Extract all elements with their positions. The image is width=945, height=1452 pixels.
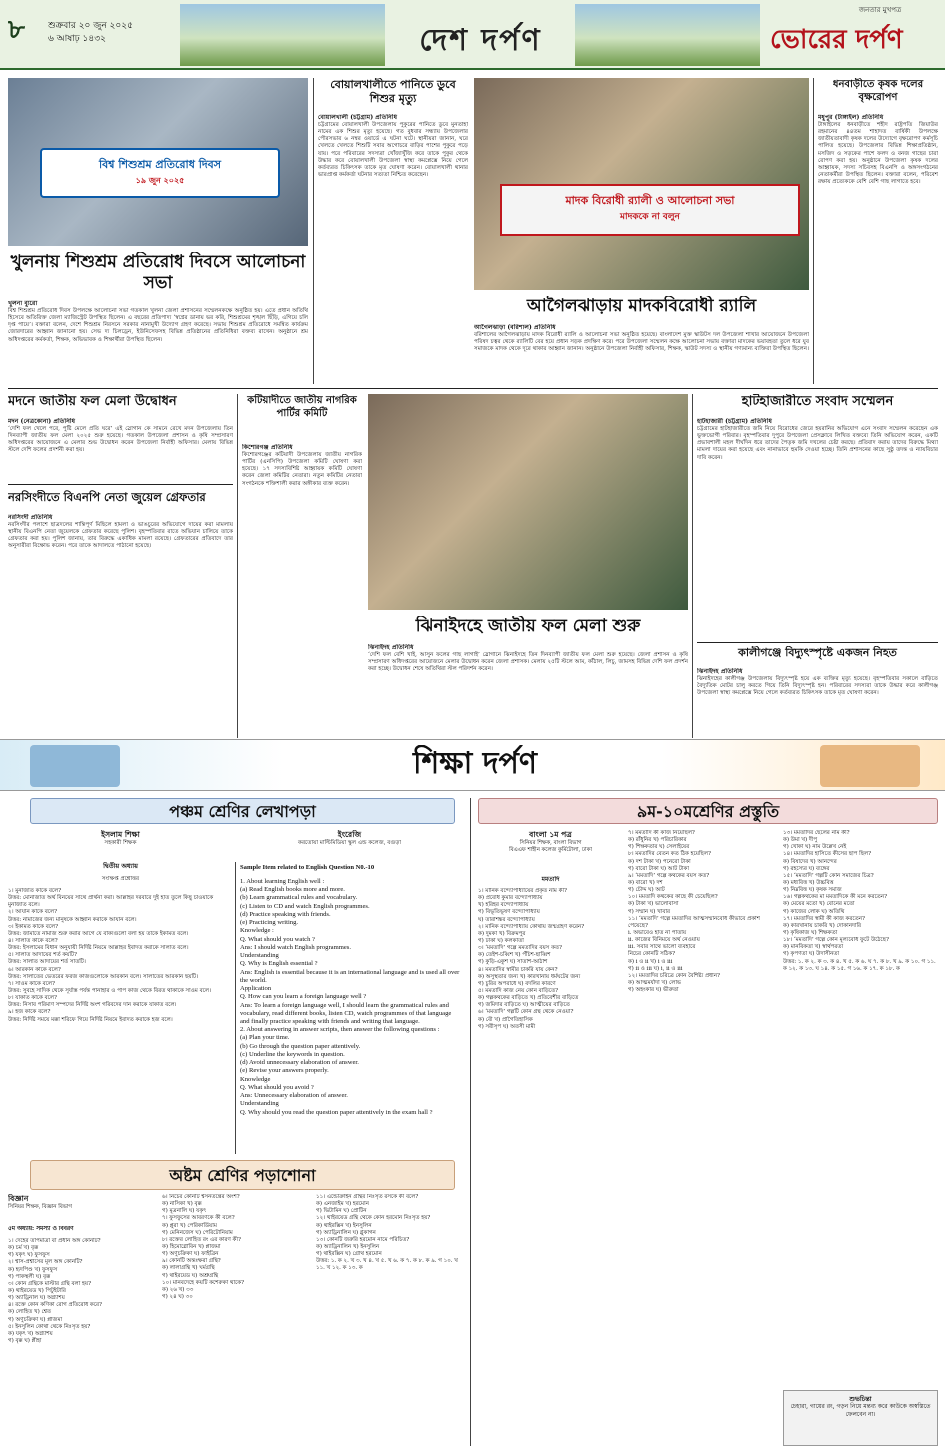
education-title: শিক্ষা দর্পণ xyxy=(412,746,538,781)
date-bangla: ৬ আষাঢ় ১৪৩২ xyxy=(48,33,106,44)
column-divider xyxy=(470,798,471,1446)
kaliganj-body: ঝিনাইদহের কালীগঞ্জ উপজেলায় বিদ্যুৎস্পৃষ্ট হয়ে এক ব্যক্তির মৃত্যু হয়েছে। বৃহস্পতিবার সকালে বাড়িতে বৈদ্যুতিক মোটর চালু করতে গিয়ে তিনি বিদ্যুৎস্পৃষ্ট হন। পরিবারের সদস্যরা তাকে উদ্ধার করে কালীগঞ্জ উপজেলা স্বাস্থ্য কমপ্লেক্সে নিয়ে গেলে কর্তব্যরত চিকিৎসক তাকে মৃত ঘোষণা করেন। xyxy=(697,675,938,697)
hathazari-byline: হাটহাজারী (চট্টগ্রাম) প্রতিনিধি xyxy=(697,418,772,425)
grade8-title: অষ্টম শ্রেণির পড়াশোনা xyxy=(30,1160,455,1190)
boalkhali-byline: বোয়ালখালী (চট্টগ্রাম) প্রতিনিধি xyxy=(318,114,398,121)
grade5-english-heading: Sample Item related to English Question N0.-10 xyxy=(240,864,375,871)
section-rule xyxy=(8,484,233,485)
grade5-subject-islam: ইসলাম শিক্ষা xyxy=(101,830,140,839)
jhenaidah-headline: ঝিনাইদহে জাতীয় ফল মেলা শুরু xyxy=(415,616,641,636)
khulna-article xyxy=(8,300,308,384)
jhenaidah-article xyxy=(368,644,688,738)
grade5-english-qa: 1. About learning English well : (a) Read English books more and more. (b) Learn grammatical rules and vocabulary. (c) Listen to CD and watch English programmes. (d) Practice speaking with friends. (e) Practicing writing. Knowledge : Q. What should you watch ? Ans: I should watch English programmes. Understanding Q. Why is English essential ? Ans: English is essential because it is an international language and is used all over the world. Application Q. How can you learn a foreign language well ? Ans: To learn a foreign language well, I should learn the grammatical rules and vocabulary, read different books, listen CD, watch programmes of that language and finally practice speaking with friends and writing that language. 2. About answering in answer scripts, then answer the following questions : (a) Plan your time. (b) Go through the question paper attentively. (c) Underline the keywords in question. (d) Avoid unnecessary elaboration of answer. (e) Revise your answers properly. Knowledge Q. What should you avoid ? Ans: Unnecessary elaboration of answer. Understanding Q. Why should you read the question paper attentively in the exam hall ? xyxy=(240,878,460,1116)
narsingdi-byline: নরসিংদী প্রতিনিধি xyxy=(8,514,53,521)
column-divider xyxy=(813,78,814,384)
kaliganj-article xyxy=(697,668,938,738)
jhenaidah-body: ‘দেশি ফল বেশি খাই, আসুন ফলের গাছ লাগাই’ স্লোগানে ঝিনাইদহে তিন দিনব্যাপী জাতীয় ফল মেলা শুরু হয়েছে। জেলা প্রশাসন ও কৃষি সম্প্রসারণ অধিদপ্তরের আয়োজনে মেলার উদ্বোধন করেন জেলা প্রশাসক। মেলায় ২৫টি স্টলে আম, কাঁঠাল, লিচু, জামসহ বিভিন্ন দেশি ফল প্রদর্শন করা হচ্ছে। উদ্বোধন শেষে অতিথিরা স্টল পরিদর্শন করেন। xyxy=(368,651,688,673)
boalkhali-article xyxy=(318,114,468,384)
khulna-banner xyxy=(40,148,280,198)
grade5-english-header xyxy=(237,830,462,860)
khulna-banner-date: ১৯ জুন ২০২৫ xyxy=(135,176,185,186)
dhanbari-headline: ধনবাড়ীতে কৃষক দলের বৃক্ষরোপণ xyxy=(832,79,924,103)
column-divider xyxy=(313,78,314,384)
agailjhara-body: বরিশালের আগৈলঝাড়ায় মাদক বিরোধী র‍্যালি ও আলোচনা সভা অনুষ্ঠিত হয়েছে। বাংলাদেশ মুক্ত স্কাউটস দল উপজেলা শাখার আয়োজনে উপজেলা পরিষদ চত্বর থেকে র‍্যালিটি বের হয়ে প্রধান সড়ক প্রদক্ষিণ করে। পরে উপজেলা সম্মেলন কক্ষে আলোচনা সভায় বক্তারা মাদকের ভয়াবহতা তুলে ধরে যুব সমাজকে মাদক থেকে দূরে থাকার আহ্বান জানান। অনুষ্ঠানে উপজেলা নির্বাহী অফিসার, শিক্ষক, স্কাউট সদস্য ও স্থানীয় গণ্যমান্য ব্যক্তিরা উপস্থিত ছিলেন। xyxy=(474,331,809,353)
grade9-institution: বিএএফ শাহীন কলেজ কুর্মিটোলা, ঢাকা xyxy=(509,846,592,853)
footer-note-box xyxy=(783,1390,938,1446)
grade5-chapter: দ্বিতীয় অধ্যায় xyxy=(103,862,138,870)
boalkhali-headline: বোয়ালখালীতে পানিতে ডুবে শিশুর মৃত্যু xyxy=(330,78,456,106)
grade8-col2: ৬। নিচের কোনটি শ্বসনতন্ত্রের অংশ? ক) নাসিকা খ) বৃক্ক গ) মূত্রনালি ঘ) যকৃৎ ৭। ফুসফুসের আবরণকে কী বলে? ক) প্লুরা খ) পেরিকার্ডিয়াম গ) মেনিনজেস ঘ) পেরিটোনিয়াম ৮। রক্তের লোহিত রং এর কারণ কী? ক) হিমোগ্লোবিন খ) প্লাজমা গ) অণুচক্রিকা ঘ) ফাইব্রিন ৯। কোনটি অন্তঃক্ষরা গ্রন্থি? ক) লালাগ্রন্থি খ) ঘর্মগ্রন্থি গ) থাইরয়েড ঘ) অশ্রুগ্রন্থি ১০। মানবদেহে কয়টি কশেরুকা থাকে? ক) ২৬ খ) ৩৩ গ) ২৪ ঘ) ৩০ xyxy=(162,1194,245,1300)
grade5-teacher-islam: সহকারী শিক্ষক xyxy=(104,839,137,846)
jhenaidah-byline: ঝিনাইদহ প্রতিনিধি xyxy=(368,644,414,651)
agailjhara-headline: আগৈলঝাড়ায় মাদকবিরোধী র‍্যালি xyxy=(526,296,757,316)
brand-tagline: জনতার মুখপত্র xyxy=(858,6,902,14)
dhanbari-article xyxy=(818,114,938,384)
grade8-col3: ১১। এন্ডোক্রাইন গ্রন্থির নিঃসৃত রসকে কী বলে? ক) এনজাইম খ) হরমোন গ) ভিটামিন ঘ) প্রোটিন ১২। থাইরয়েড গ্রন্থি থেকে কোন হরমোন নিঃসৃত হয়? ক) থাইরক্সিন খ) ইনসুলিন গ) অ্যাড্রিনালিন ঘ) গ্লুকাগন ১৩। কোনটি জরুরি হরমোন নামে পরিচিত? ক) অ্যাড্রিনালিন খ) ইনসুলিন গ) থাইরক্সিন ঘ) গ্রোথ হরমোন উত্তর: ১. ক ২. খ ৩. খ ৪. খ ৫. খ ৬. ক ৭. ক ৮. ক ৯. গ ১০. খ ১১. খ ১২. ক ১৩. ক xyxy=(316,1194,458,1272)
kotiadi-byline: কিশোরগঞ্জ প্রতিনিধি xyxy=(242,444,293,451)
khulna-headline: খুলনায় শিশুশ্রম প্রতিরোধ দিবসে আলোচনা সভা xyxy=(10,252,306,294)
grade5-islam-header xyxy=(8,830,233,860)
column-divider xyxy=(692,394,693,738)
header-date xyxy=(48,20,168,45)
grade5-subject-english: ইংরেজি xyxy=(337,830,362,839)
kotiadi-article xyxy=(242,444,362,738)
grade9-col2: ৭। মমতাদি কী কাজ নিয়েছিল? ক) রাঁধুনির খ) পরিচারিকার গ) শিক্ষকতার ঘ) সেলাইয়ের ৮। মমতাদির বেতন কত ঠিক হয়েছিল? ক) দশ টাকা খ) পনেরো টাকা গ) বারো টাকা ঘ) আট টাকা ৯। ‘মমতাদি’ গল্পে কথকের বয়স কত? ক) বারো খ) দশ গ) চৌদ্দ ঘ) আট ১০। মমতাদি কথকের কাছে কী চেয়েছিল? ক) টাকা খ) ভালোবাসা গ) সম্মান ঘ) খাবার ১১। ‘মমতাদি’ গল্পে মমতাদির আত্মসম্মানবোধ কীভাবে প্রকাশ পেয়েছে? i. অভাবেও হাত না পাতায় ii. কাজের বিনিময়ে অর্থ নেওয়ায় iii. সবার সাথে ভালো ব্যবহারে নিচের কোনটি সঠিক? ক) i ও ii খ) i ও iii গ) ii ও iii ঘ) i, ii ও iii ১২। মমতাদির চরিত্রে কোন বৈশিষ্ট্য প্রধান? ক) আত্মমর্যাদা খ) লোভ গ) অহংকার ঘ) ভীরুতা xyxy=(628,830,760,994)
grade9-col3: ১৩। মমতাদির ছেলের নাম কী? ক) উমা খ) দীপু গ) খোকা ঘ) নাম উল্লেখ নেই ১৪। মমতাদির হাসিতে কীসের ছাপ ছিল? ক) বিষাদের খ) আনন্দের গ) রহস্যের ঘ) ব্যঙ্গের ১৫। ‘মমতাদি’ গল্পটি কোন সমাজের চিত্র? ক) মধ্যবিত্ত খ) উচ্চবিত্ত গ) নিম্নবিত্ত ঘ) কৃষক সমাজ ১৬। গল্পকথকের মা মমতাদিকে কী মনে করতেন? ক) মেয়ের মতো খ) বোনের মতো গ) কাজের লোক ঘ) অতিথি ১৭। মমতাদির স্বামী কী কাজ করতেন? ক) কারখানায় চাকরি খ) দোকানদারি গ) কৃষিকাজ ঘ) শিক্ষকতা ১৮। ‘মমতাদি’ গল্পে কোন মূল্যবোধ ফুটে উঠেছে? ক) মানবিকতা খ) স্বার্থপরতা গ) কৃপণতা ঘ) উদাসীনতা উত্তর: ১. ক ২. ক ৩. ক ৪. খ ৫. ক ৬. ঘ ৭. ক ৮. খ ৯. ক ১০. গ ১১. ক ১২. ক ১৩. ঘ ১৪. ক ১৫. গ ১৬. ক ১৭. ক ১৮. ক xyxy=(783,830,936,972)
agailjhara-article xyxy=(474,324,809,384)
grade9-teacher: সিনিয়র শিক্ষক, বাংলা বিভাগ xyxy=(519,839,582,846)
madan-byline: মদন (নেত্রকোনা) প্রতিনিধি xyxy=(8,418,76,425)
brand-logo: ভোরের দর্পণ xyxy=(770,25,903,55)
header-field-image xyxy=(575,4,760,66)
kaliganj-byline: ঝিনাইদহ প্রতিনিধি xyxy=(697,668,743,675)
kaliganj-headline: কালীগঞ্জে বিদ্যুৎস্পৃষ্টে একজন নিহত xyxy=(738,646,897,659)
grade9-col1: ১। মানিক বন্দ্যোপাধ্যায়ের প্রকৃত নাম কী? ক) প্রবোধ কুমার বন্দ্যোপাধ্যায় খ) হরিহর বন্দ্যোপাধ্যায় গ) বিভূতিভূষণ বন্দ্যোপাধ্যায় ঘ) তারাশঙ্কর বন্দ্যোপাধ্যায় ২। মানিক বন্দ্যোপাধ্যায় কোথায় জন্মগ্রহণ করেন? ক) দুমকা খ) বিক্রমপুর গ) ঢাকা ঘ) কলকাতা ৩। ‘মমতাদি’ গল্পে মমতাদির বয়স কত? ক) তেইশ-চব্বিশ খ) পঁচিশ-ছাব্বিশ গ) কুড়ি-একুশ ঘ) সাতাশ-আঠাশ ৪। মমতাদির স্বামীর চাকরি যায় কেন? ক) অসুস্থতার জন্য খ) কারখানায় ধর্মঘটের জন্য গ) চুরির অপরাধে ঘ) বদলির কারণে ৫। মমতাদি কাজ নেয় কোন বাড়িতে? ক) গল্পকথকের বাড়িতে খ) প্রতিবেশীর বাড়িতে গ) জমিদার বাড়িতে ঘ) আত্মীয়ের বাড়িতে ৬। ‘মমতাদি’ গল্পটি কোন গ্রন্থ থেকে নেওয়া? ক) বৌ খ) প্রাগৈতিহাসিক গ) সরীসৃপ ঘ) অতসী মামী xyxy=(478,888,585,1030)
grade5-chapter-sub: সংক্ষিপ্ত প্রশ্নোত্তর xyxy=(101,876,140,882)
footer-note-title: শুভচিন্তা xyxy=(849,1395,872,1403)
narsingdi-article xyxy=(8,514,233,738)
grade5-islam-qa: ১। মুনাজাত কাকে বলে? উত্তর: মোনাজাত অর্থ বিনয়ের সাথে প্রার্থনা করা। আল্লাহর দরবারে দুই হাত তুলে কিছু চাওয়াকে মুনাজাত বলে। ২। আযান কাকে বলে? উত্তর: নামাজের জন্য মানুষকে আহ্বান করাকে আযান বলে। ৩। ইকামত কাকে বলে? উত্তর: জামাতে নামাজ শুরু করার আগে যে বাক্যগুলো বলা হয় তাকে ইকামত বলে। ৪। সালাত কাকে বলে? উত্তর: ইসলামের বিধান অনুযায়ী নির্দিষ্ট নিয়মে আল্লাহর ইবাদত করাকে সালাত বলে। ৫। সালাত আদায়ের শর্ত কয়টি? উত্তর: সালাত আদায়ের শর্ত সাতটি। ৬। আরকান কাকে বলে? উত্তর: সালাতের ভেতরের ফরজ কাজগুলোকে আরকান বলে। সালাতের আরকান ছয়টি। ৭। সাওম কাকে বলে? উত্তর: সুবহে সাদিক থেকে সূর্যাস্ত পর্যন্ত পানাহার ও পাপ কাজ থেকে বিরত থাকাকে সাওম বলে। ৮। যাকাত কাকে বলে? উত্তর: নিসাব পরিমাণ সম্পদের নির্দিষ্ট অংশ গরিবদের দান করাকে যাকাত বলে। ৯। হজ কাকে বলে? উত্তর: নির্দিষ্ট সময়ে মক্কা শরিফে গিয়ে নির্দিষ্ট নিয়মে ইবাদত করাকে হজ বলে। xyxy=(8,888,214,1023)
narsingdi-body: নরসিংদীর পলাশে ছাত্রদলের শান্তিপূর্ণ মিছিলে হামলা ও ভাঙচুরের অভিযোগে দায়ের করা মামলায় স্থানীয় বিএনপি নেতা জুয়েলকে গ্রেফতার করেছে পুলিশ। বৃহস্পতিবার রাতে অভিযান চালিয়ে তাকে গ্রেফতার করা হয়। পুলিশ জানায়, তার বিরুদ্ধে একাধিক মামলা রয়েছে। গ্রেফতারের প্রতিবাদে তার অনুসারীরা বিক্ষোভ করেন। পরে তাকে আদালতে পাঠানো হয়েছে। xyxy=(8,521,233,550)
grade9-subject: বাংলা ১ম পত্র xyxy=(529,830,572,839)
grade5-teacher-english: করতোয়া মাল্টিমিডিয়া স্কুল এন্ড কলেজ, বগুড়া xyxy=(298,839,401,846)
grade9-topic: মমতাদি xyxy=(541,876,560,883)
jhenaidah-photo xyxy=(368,394,688,610)
column-divider xyxy=(237,394,238,738)
grade8-subject: বিজ্ঞান xyxy=(8,1194,29,1203)
kotiadi-body: কিশোরগঞ্জের কটিয়াদী উপজেলায় জাতীয় নাগরিক পার্টির (এনসিপি) উপজেলা কমিটি ঘোষণা করা হয়েছে। ১৭ সদস্যবিশিষ্ট আহ্বায়ক কমিটি ঘোষণা করেন জেলা কমিটির নেতারা। নতুন কমিটির নেতারা সংগঠনকে শক্তিশালী করার অঙ্গীকার ব্যক্ত করেন। xyxy=(242,451,362,487)
section-rule xyxy=(697,642,938,643)
section-title: দেশ দর্পণ xyxy=(419,23,542,58)
agailjhara-byline: আগৈলঝাড়া (বরিশাল) প্রতিনিধি xyxy=(474,324,556,331)
agailjhara-banner-sub: মাদককে না বলুন xyxy=(620,212,680,223)
agailjhara-banner-text: মাদক বিরোধী র‍্যালী ও আলোচনা সভা xyxy=(565,194,735,207)
grade8-teacher: সিনিয়র শিক্ষক, বিজ্ঞান বিভাগ xyxy=(8,1203,72,1210)
madan-body: ‘দেশি ফল খেলে পরে, পুষ্টি মেলে প্রতি ঘরে’ এই স্লোগান কে সামনে রেখে মদন উপজেলায় তিন দিনব্যাপী জাতীয় ফল মেলা ২০২৫ শুরু হয়েছে। গতকাল উপজেলা প্রশাসন ও কৃষি সম্প্রসারণ অধিদপ্তরের আয়োজনে এ মেলার শুভ উদ্বোধন করেন উপজেলা নির্বাহী অফিসার। মেলায় বিভিন্ন স্টলে দেশি ফলের প্রদর্শনী করা হয়। xyxy=(8,425,233,454)
grade9-header xyxy=(478,830,623,874)
column-divider xyxy=(235,862,236,1154)
grade8-header xyxy=(8,1194,118,1224)
grade8-col1: ১। দেহের তাপমাত্রা বা প্রধান অঙ্গ কোনটি? ক) চর্ম খ) বৃক্ক গ) যকৃৎ ঘ) ফুসফুস ২। শ্বাস-প্রশ্বাসের মূল অঙ্গ কোনটি? ক) হৃদপিণ্ড খ) ফুসফুস গ) পাকস্থলী ঘ) বৃক্ক ৩। কোন গ্রন্থিকে মাস্টার গ্রন্থি বলা হয়? ক) থাইরয়েড খ) পিটুইটারি গ) অ্যাড্রিনাল ঘ) অগ্ন্যাশয় ৪। রক্তে কোন কণিকা রোগ প্রতিরোধ করে? ক) লোহিত খ) শ্বেত গ) অণুচক্রিকা ঘ) প্লাজমা ৫। ইনসুলিন কোথা থেকে নিঃসৃত হয়? ক) যকৃৎ খ) অগ্ন্যাশয় গ) বৃক্ক ঘ) প্লীহা xyxy=(8,1238,102,1344)
khulna-banner-text: বিশ্ব শিশুশ্রম প্রতিরোধ দিবস xyxy=(98,158,222,171)
boalkhali-body: চট্টগ্রামের বোয়ালখালী উপজেলায় পুকুরের পানিতে ডুবে মুনতাহা নামের এক শিশুর মৃত্যু হয়েছে। গত বুধবার সন্ধ্যায় উপজেলার পৌরসভার ৬ নম্বর ওয়ার্ডে এ ঘটনা ঘটে। স্থানীয়রা জানান, ঘরে খেলতে খেলতে শিশুটি সবার অগোচরে বাড়ির পাশের পুকুরে পড়ে যায়। পরে পরিবারের সদস্যরা খোঁজাখুঁজি করে তাকে পুকুর থেকে উদ্ধার করে বোয়ালখালী উপজেলা স্বাস্থ্য কমপ্লেক্সে নিয়ে গেলে কর্তব্যরত চিকিৎসক তাকে মৃত ঘোষণা করেন। বোয়ালখালী থানার ভারপ্রাপ্ত কর্মকর্তা ঘটনার সত্যতা নিশ্চিত করেছেন। xyxy=(318,121,468,179)
grade8-chapter: ৫ম অধ্যায়: সমস্যা ও বিবরণ xyxy=(8,1226,74,1232)
grade9-title: ৯ম-১০মশ্রেণির প্রস্তুতি xyxy=(478,798,938,824)
date-gregorian: শুক্রবার ২০ জুন ২০২৫ xyxy=(48,21,133,31)
students-image xyxy=(30,745,120,787)
hathazari-body: চট্টগ্রামের হাটহাজারীতে জমি নিয়ে বিরোধের জেরে হয়রানির অভিযোগ এনে সংবাদ সম্মেলন করেছেন এক ভুক্তভোগী পরিবার। বৃহস্পতিবার দুপুরে উপজেলা প্রেসক্লাবে লিখিত বক্তব্যে তিনি অভিযোগ করেন, একটি প্রভাবশালী মহল দীর্ঘদিন ধরে তাদের পৈতৃক জমি দখলের চেষ্টা করছে। প্রতিবাদ করায় তাদের বিরুদ্ধে মিথ্যা মামলা দায়ের করা হয়েছে এবং নানাভাবে হুমকি দেওয়া হচ্ছে। তিনি প্রশাসনের কাছে সুষ্ঠু তদন্ত ও ন্যায়বিচার দাবি করেন। xyxy=(697,425,938,461)
agailjhara-banner xyxy=(500,184,800,236)
footer-note-text: চেহারা, গায়ের রং, গড়ন নিয়ে মন্তব্য করে কাউকে অস্বস্তিতে ফেলবেন না। xyxy=(790,1403,931,1418)
kotiadi-headline: কটিয়াদীতে জাতীয় নাগরিক পার্টির কমিটি xyxy=(247,395,357,419)
section-rule xyxy=(8,388,938,389)
hathazari-headline: হাটহাজারীতে সংবাদ সম্মেলন xyxy=(741,394,894,409)
khulna-byline: খুলনা ব্যুরো xyxy=(8,300,38,307)
grade5-title: পঞ্চম শ্রেণির লেখাপড়া xyxy=(30,798,455,824)
madan-article xyxy=(8,418,233,480)
narsingdi-headline: নরসিংদীতে বিএনপি নেতা জুয়েল গ্রেফতার xyxy=(8,490,206,504)
dhanbari-body: টাঙ্গাইলের ধনবাড়ীতে শহীদ রাষ্ট্রপতি জিয়াউর রহমানের ৪৪তম শাহাদত বার্ষিকী উপলক্ষে জাতীয়তাবাদী কৃষক দলের উদ্যোগে বৃক্ষরোপণ কর্মসূচি পালিত হয়েছে। উপজেলার বিভিন্ন শিক্ষাপ্রতিষ্ঠান, মসজিদ ও সড়কের পাশে ফলদ ও বনজ গাছের চারা রোপণ করা হয়। অনুষ্ঠানে উপজেলা কৃষক দলের আহ্বায়ক, সদস্য সচিবসহ বিএনপি ও অঙ্গসংগঠনের নেতাকর্মীরা উপস্থিত ছিলেন। বক্তারা বলেন, পরিবেশ রক্ষায় প্রত্যেককে বেশি বেশি গাছ লাগাতে হবে। xyxy=(818,121,938,186)
khulna-body: বিশ্ব শিশুশ্রম প্রতিরোধ দিবস উপলক্ষে আলোচনা সভা গতকাল খুলনা জেলা প্রশাসনের সম্মেলনকক্ষে অনুষ্ঠিত হয়। এতে প্রধান অতিথি হিসেবে অতিরিক্ত জেলা ম্যাজিস্ট্রেট উপস্থিত ছিলেন। এ বছরের প্রতিপাদ্য ‘স্বপ্নের ডানায় ভর করি, শিশুশ্রমের শৃঙ্খল ছিঁড়ি, এগিয়ে চলি দৃপ্ত পায়ে’। বক্তারা বলেন, দেশে শিশুশ্রম নিরসনে সরকার নানামুখী উদ্যোগ গ্রহণ করেছে। সভায় শিশুশ্রম প্রতিরোধে সমন্বিত কার্যক্রম জোরদারের আহ্বান জানানো হয়। সেভ দ্য চিলড্রেন, ইউনিসেফসহ বিভিন্ন প্রতিষ্ঠানের প্রতিনিধিরা বক্তব্য রাখেন। অনুষ্ঠানে শ্রম অধিদপ্তরের কর্মকর্তা, শিক্ষক, অভিভাবক ও শিক্ষার্থীরা উপস্থিত ছিলেন। xyxy=(8,307,308,343)
dhanbari-byline: মধুপুর (টাঙ্গাইল) প্রতিনিধি xyxy=(818,114,884,121)
hathazari-article xyxy=(697,418,938,640)
header-landscape-image xyxy=(180,4,385,66)
madan-headline: মদনে জাতীয় ফল মেলা উদ্বোধন xyxy=(8,394,177,409)
students-image xyxy=(820,745,920,787)
page-number: ৮ xyxy=(8,15,25,45)
